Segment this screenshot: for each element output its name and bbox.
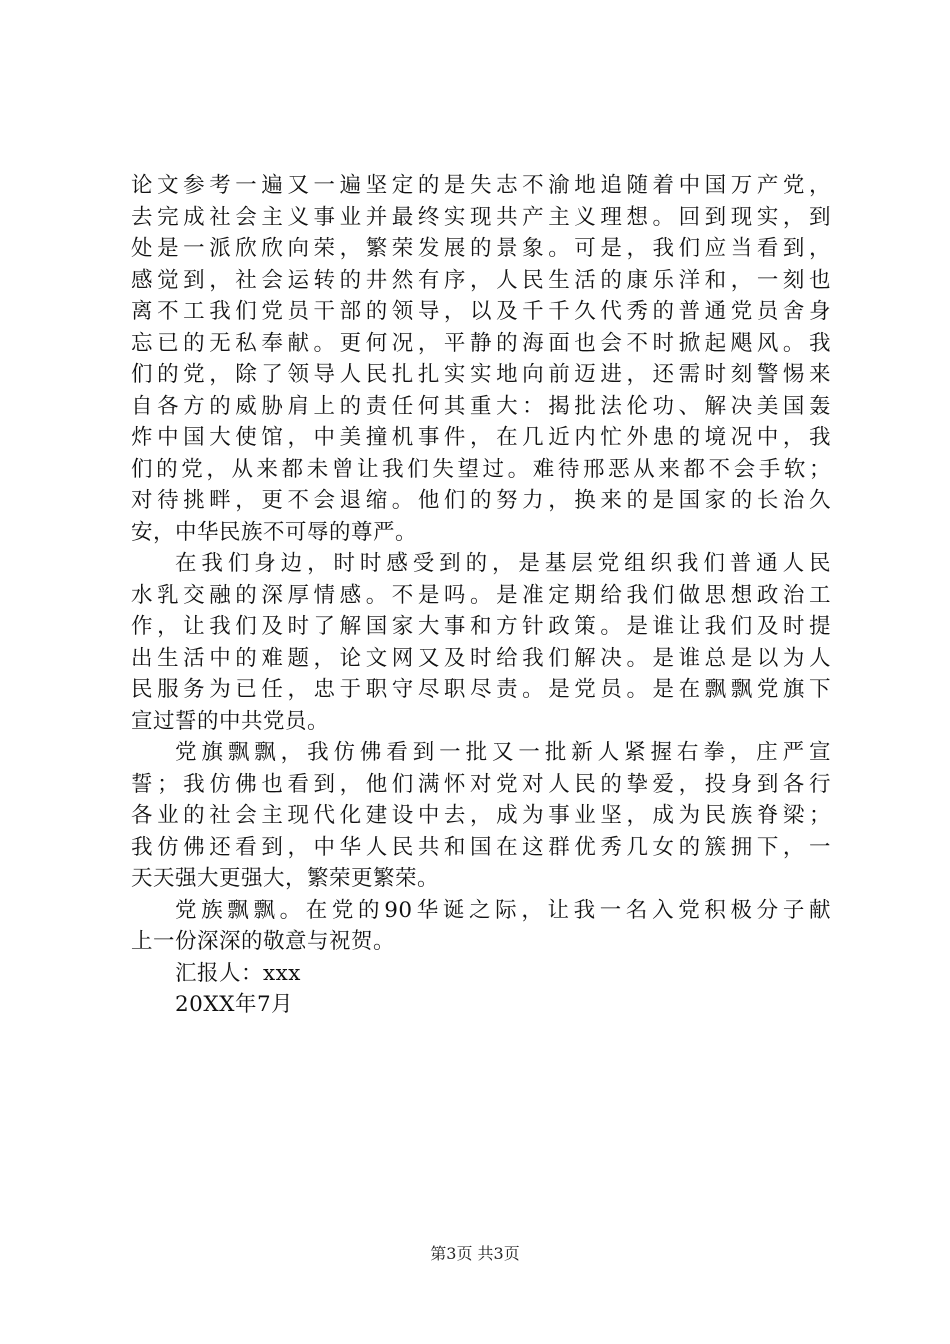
text-line: 感觉到，社会运转的井然有序，人民生活的康乐洋和，一刻也 (131, 267, 831, 293)
page-footer: 第3页 共3页 (430, 1244, 520, 1263)
text-line: 去完成社会主义事业并最终实现共产主义理想。回到现实，到 (131, 204, 831, 230)
text-line: 对待挑畔，更不会退缩。他们的努力，换来的是国家的长治久 (131, 488, 831, 513)
date-line: 20XX年7月 (175, 992, 294, 1017)
text-line: 忘已的无私奉献。更何况，平静的海面也会不时掀起飓风。我 (131, 330, 831, 356)
text-line: 们的党，除了领导人民扎扎实实地向前迈进，还需时刻警惕来 (131, 362, 831, 387)
text-line: 上一份深深的敬意与祝贺。 (131, 929, 396, 954)
document-body (131, 170, 831, 1021)
text-line: 离不工我们党员干部的领导，以及千千久代秀的普通党员舍身 (131, 299, 831, 324)
text-line: 党旗飘飘，我仿佛看到一批又一批新人紧握右拳，庄严宣 (175, 740, 831, 765)
text-line: 党族飘飘。在党的90华诞之际，让我一名入党积极分子献 (175, 897, 831, 923)
text-line: 们的党，从来都未曾让我们失望过。难待邢恶从来都不会手软； (131, 456, 831, 482)
text-line: 处是一派欣欣向荣，繁荣发展的景象。可是，我们应当看到， (131, 236, 831, 261)
text-line: 炸中国大使馆，中美撞机事件，在几近内忙外患的境况中，我 (131, 425, 831, 450)
text-line: 天天强大更强大，繁荣更繁荣。 (131, 866, 440, 891)
text-line: 誓；我仿佛也看到，他们满怀对党对人民的挚爱，投身到各行 (131, 771, 831, 797)
text-line: 论文参考一遍又一遍坚定的是失志不渝地追随着中国万产党， (131, 173, 831, 198)
text-line: 自各方的威胁肩上的责任何其重大：揭批法伦功、解决美国轰 (131, 393, 831, 419)
text-line: 水乳交融的深厚情感。不是吗。是准定期给我们做思想政治工 (131, 582, 831, 608)
text-line: 作，让我们及时了解国家大事和方针政策。是谁让我们及时提 (131, 614, 831, 639)
text-line: 在我们身边，时时感受到的，是基层党组织我们普通人民 (175, 551, 831, 576)
text-line: 各业的社会主现代化建设中去，成为事业坚，成为民族脊梁； (131, 803, 831, 828)
text-line: 宣过誓的中共党员。 (131, 708, 330, 734)
text-line: 安，中华民族不可辱的尊严。 (131, 519, 418, 545)
text-line: 我仿佛还看到，中华人民共和国在这群优秀几女的簇拥下，一 (131, 834, 831, 860)
text-line: 民服务为已任，忠于职守尽职尽责。是党员。是在飘飘党旗下 (131, 677, 831, 702)
text-line: 出生活中的难题，论文网又及时给我们解决。是谁总是以为人 (131, 645, 831, 671)
reporter-line: 汇报人：xxx (175, 960, 301, 986)
